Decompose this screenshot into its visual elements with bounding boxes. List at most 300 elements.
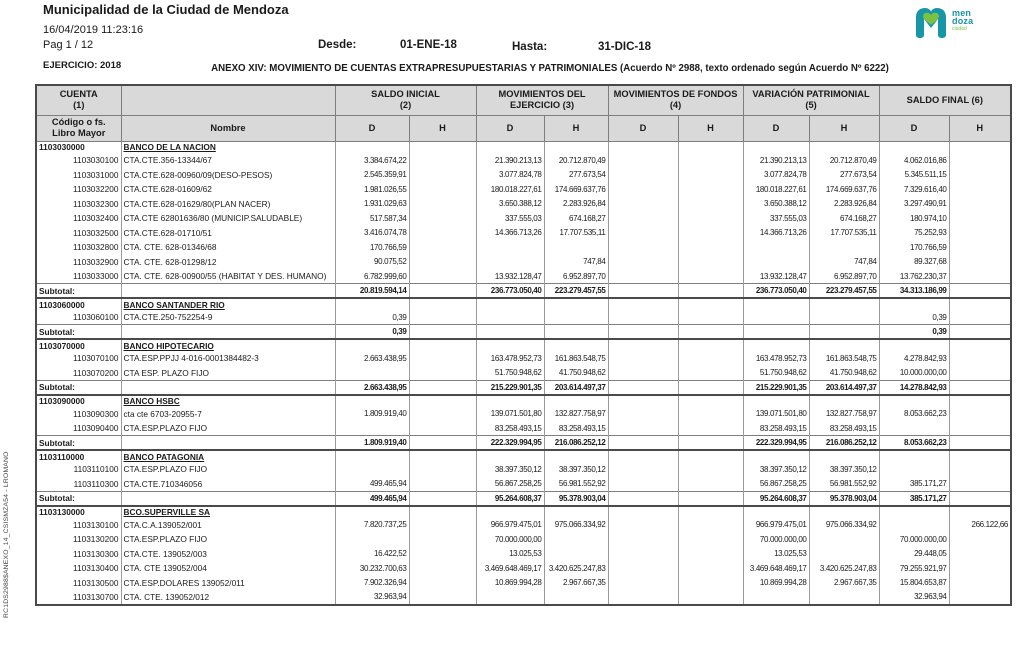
account-row bbox=[36, 351, 1011, 366]
header-sf-d: D bbox=[879, 115, 949, 141]
empty-amount-cell bbox=[743, 395, 809, 407]
logo-wordmark bbox=[952, 9, 973, 32]
empty-amount-cell bbox=[879, 395, 949, 407]
empty-amount-cell bbox=[743, 450, 809, 462]
amount-cell bbox=[949, 269, 1011, 284]
amount-cell: 41.750.948,62 bbox=[544, 366, 608, 381]
empty-amount-cell bbox=[544, 141, 608, 153]
account-name-cell: CTA.CTE 62801636/80 (MUNICIP.SALUDABLE) bbox=[121, 211, 335, 226]
amount-cell bbox=[949, 532, 1011, 547]
header-mov-ejercicio bbox=[476, 85, 608, 115]
amount-cell bbox=[608, 576, 678, 591]
account-code-cell: 1103130700 bbox=[36, 590, 121, 605]
amount-cell bbox=[949, 576, 1011, 591]
subtotal-amount-cell bbox=[678, 436, 743, 451]
amount-cell: 139.071.501,80 bbox=[476, 407, 544, 422]
account-code-cell: 1103110100 bbox=[36, 462, 121, 477]
amount-cell bbox=[879, 518, 949, 533]
amount-cell bbox=[409, 477, 476, 492]
subtotal-label-cell: Subtotal: bbox=[36, 491, 121, 506]
header-me-d: D bbox=[476, 115, 544, 141]
amount-cell bbox=[409, 240, 476, 255]
amount-cell: 3.469.648.469,17 bbox=[743, 561, 809, 576]
amount-cell: 13.025,53 bbox=[743, 547, 809, 562]
amount-cell bbox=[608, 366, 678, 381]
subtotal-amount-cell: 236.773.050,40 bbox=[476, 284, 544, 299]
empty-amount-cell bbox=[809, 450, 879, 462]
account-name-cell: CTA.ESP.PLAZO FIJO bbox=[121, 421, 335, 436]
amount-cell: 56.981.552,92 bbox=[809, 477, 879, 492]
empty-amount-cell bbox=[809, 141, 879, 153]
empty-amount-cell bbox=[879, 141, 949, 153]
amount-cell bbox=[544, 532, 608, 547]
amount-cell: 3.297.490,91 bbox=[879, 197, 949, 212]
amount-cell bbox=[678, 240, 743, 255]
amount-cell: 132.827.758,97 bbox=[809, 407, 879, 422]
subtotal-amount-cell: 95.264.608,37 bbox=[476, 491, 544, 506]
amount-cell bbox=[678, 421, 743, 436]
amount-cell: 38.397.350,12 bbox=[544, 462, 608, 477]
amount-cell: 2.283.926,84 bbox=[544, 197, 608, 212]
subtotal-amount-cell: 34.313.186,99 bbox=[879, 284, 949, 299]
empty-amount-cell bbox=[335, 395, 409, 407]
subtotal-amount-cell: 20.819.594,14 bbox=[335, 284, 409, 299]
subtotal-amount-cell: 203.614.497,37 bbox=[544, 380, 608, 395]
bank-name-cell: BANCO DE LA NACION bbox=[121, 141, 335, 153]
amount-cell bbox=[743, 590, 809, 605]
amount-cell: 2.967.667,35 bbox=[809, 576, 879, 591]
empty-amount-cell bbox=[879, 450, 949, 462]
amount-cell: 3.650.388,12 bbox=[743, 197, 809, 212]
account-row bbox=[36, 255, 1011, 270]
empty-amount-cell bbox=[544, 298, 608, 310]
amount-cell: 7.329.616,40 bbox=[879, 182, 949, 197]
empty-amount-cell bbox=[608, 339, 678, 351]
amount-cell bbox=[409, 407, 476, 422]
account-row bbox=[36, 197, 1011, 212]
amount-cell bbox=[809, 532, 879, 547]
account-row bbox=[36, 182, 1011, 197]
amount-cell bbox=[409, 255, 476, 270]
amount-cell bbox=[335, 532, 409, 547]
amount-cell: 75.252,93 bbox=[879, 226, 949, 241]
amount-cell bbox=[409, 310, 476, 325]
amount-cell bbox=[608, 421, 678, 436]
amount-cell bbox=[608, 590, 678, 605]
account-name-cell: CTA.CTE.628-01710/51 bbox=[121, 226, 335, 241]
table-body bbox=[36, 141, 1011, 605]
account-code-cell: 1103032200 bbox=[36, 182, 121, 197]
header-mf-d: D bbox=[608, 115, 678, 141]
amount-cell: 6.952.897,70 bbox=[809, 269, 879, 284]
header-mov-ejercicio-line1: MOVIMIENTOS DEL bbox=[498, 89, 586, 100]
header-saldo-inicial-line2: (2) bbox=[399, 100, 412, 111]
amount-cell: 4.062.016,86 bbox=[879, 153, 949, 168]
subtotal-amount-cell bbox=[544, 325, 608, 340]
amount-cell bbox=[608, 310, 678, 325]
subtotal-label-cell: Subtotal: bbox=[36, 284, 121, 299]
account-name-cell: CTA.ESP.DOLARES 139052/011 bbox=[121, 576, 335, 591]
amount-cell bbox=[949, 421, 1011, 436]
subtotal-amount-cell: 95.378.903,04 bbox=[544, 491, 608, 506]
amount-cell: 83.258.493,15 bbox=[809, 421, 879, 436]
amount-cell bbox=[949, 168, 1011, 183]
amount-cell: 499.465,94 bbox=[335, 477, 409, 492]
bank-name-cell: BCO.SUPERVILLE SA bbox=[121, 506, 335, 518]
empty-amount-cell bbox=[335, 141, 409, 153]
amount-cell: 674.168,27 bbox=[544, 211, 608, 226]
amount-cell: 30.232.700,63 bbox=[335, 561, 409, 576]
hasta-label: Hasta: bbox=[512, 41, 548, 53]
amount-cell: 10.869.994,28 bbox=[743, 576, 809, 591]
amount-cell bbox=[678, 351, 743, 366]
header-si-h: H bbox=[409, 115, 476, 141]
subtotal-amount-cell bbox=[678, 325, 743, 340]
amount-cell bbox=[608, 197, 678, 212]
empty-amount-cell bbox=[809, 298, 879, 310]
account-row bbox=[36, 421, 1011, 436]
amount-cell: 56.867.258,25 bbox=[743, 477, 809, 492]
account-row bbox=[36, 366, 1011, 381]
amount-cell: 83.258.493,15 bbox=[743, 421, 809, 436]
amount-cell bbox=[409, 547, 476, 562]
amount-cell bbox=[476, 240, 544, 255]
bank-header-row bbox=[36, 339, 1011, 351]
subtotal-amount-cell: 14.278.842,93 bbox=[879, 380, 949, 395]
empty-amount-cell bbox=[949, 339, 1011, 351]
empty-amount-cell bbox=[335, 450, 409, 462]
account-code-cell: 1103032800 bbox=[36, 240, 121, 255]
subtotal-amount-cell bbox=[949, 436, 1011, 451]
amount-cell bbox=[678, 255, 743, 270]
account-row bbox=[36, 153, 1011, 168]
amount-cell bbox=[809, 547, 879, 562]
amount-cell: 13.932.128,47 bbox=[743, 269, 809, 284]
desde-label: Desde: bbox=[318, 39, 357, 51]
amount-cell: 16.422,52 bbox=[335, 547, 409, 562]
mendoza-logo bbox=[912, 4, 973, 46]
subtotal-amount-cell bbox=[608, 380, 678, 395]
bank-code-cell: 1103030000 bbox=[36, 141, 121, 153]
amount-cell: 966.979.475,01 bbox=[743, 518, 809, 533]
amount-cell: 2.283.926,84 bbox=[809, 197, 879, 212]
account-name-cell: CTA.CTE. 139052/003 bbox=[121, 547, 335, 562]
table-header-row-columns bbox=[36, 115, 1011, 141]
amount-cell bbox=[608, 532, 678, 547]
amount-cell: 90.075,52 bbox=[335, 255, 409, 270]
amount-cell bbox=[608, 226, 678, 241]
subtotal-row bbox=[36, 380, 1011, 395]
amount-cell bbox=[678, 576, 743, 591]
amount-cell bbox=[678, 477, 743, 492]
account-row bbox=[36, 168, 1011, 183]
amount-cell bbox=[949, 462, 1011, 477]
amount-cell: 41.750.948,62 bbox=[809, 366, 879, 381]
account-row bbox=[36, 561, 1011, 576]
amount-cell: 6.952.897,70 bbox=[544, 269, 608, 284]
subtotal-amount-cell: 2.663.438,95 bbox=[335, 380, 409, 395]
amount-cell bbox=[949, 197, 1011, 212]
amount-cell bbox=[678, 532, 743, 547]
logo-text-men: men bbox=[952, 8, 972, 18]
account-row bbox=[36, 407, 1011, 422]
amount-cell bbox=[879, 421, 949, 436]
amount-cell bbox=[678, 269, 743, 284]
amount-cell: 10.869.994,28 bbox=[476, 576, 544, 591]
amount-cell bbox=[949, 407, 1011, 422]
header-empty bbox=[121, 85, 335, 115]
amount-cell: 2.663.438,95 bbox=[335, 351, 409, 366]
header-var-patrimonial bbox=[743, 85, 879, 115]
amount-cell: 1.981.026,55 bbox=[335, 182, 409, 197]
subtotal-amount-cell: 222.329.994,95 bbox=[476, 436, 544, 451]
header-vp-h: H bbox=[809, 115, 879, 141]
amount-cell bbox=[608, 269, 678, 284]
account-name-cell: CTA.CTE.628-00960/09(DESO-PESOS) bbox=[121, 168, 335, 183]
subtotal-amount-cell: 0,39 bbox=[879, 325, 949, 340]
account-code-cell: 1103110300 bbox=[36, 477, 121, 492]
amount-cell: 17.707.535,11 bbox=[544, 226, 608, 241]
amount-cell bbox=[678, 168, 743, 183]
amount-cell bbox=[949, 182, 1011, 197]
amount-cell bbox=[678, 310, 743, 325]
empty-amount-cell bbox=[949, 141, 1011, 153]
header-codigo bbox=[36, 115, 121, 141]
empty-amount-cell bbox=[409, 298, 476, 310]
amount-cell bbox=[409, 197, 476, 212]
amount-cell: 20.712.870,49 bbox=[544, 153, 608, 168]
account-code-cell: 1103090300 bbox=[36, 407, 121, 422]
amount-cell bbox=[608, 477, 678, 492]
amount-cell: 29.448,05 bbox=[879, 547, 949, 562]
empty-amount-cell bbox=[678, 395, 743, 407]
empty-amount-cell bbox=[608, 450, 678, 462]
subtotal-amount-cell: 8.053.662,23 bbox=[879, 436, 949, 451]
amount-cell bbox=[608, 407, 678, 422]
account-code-cell: 1103130100 bbox=[36, 518, 121, 533]
amount-cell: 38.397.350,12 bbox=[809, 462, 879, 477]
subtotal-label-cell: Subtotal: bbox=[36, 325, 121, 340]
amount-cell bbox=[608, 351, 678, 366]
account-name-cell: CTA.ESP.PLAZO FIJO bbox=[121, 462, 335, 477]
amount-cell: 38.397.350,12 bbox=[743, 462, 809, 477]
subtotal-amount-cell: 1.809.919,40 bbox=[335, 436, 409, 451]
amount-cell: 180.974,10 bbox=[879, 211, 949, 226]
amount-cell: 0,39 bbox=[335, 310, 409, 325]
amount-cell: 89.327,68 bbox=[879, 255, 949, 270]
bank-header-row bbox=[36, 395, 1011, 407]
subtotal-name-cell bbox=[121, 436, 335, 451]
account-code-cell: 1103032400 bbox=[36, 211, 121, 226]
amount-cell: 747,84 bbox=[809, 255, 879, 270]
account-name-cell: CTA.C.A.139052/001 bbox=[121, 518, 335, 533]
account-name-cell: CTA. CTE. 628-01346/68 bbox=[121, 240, 335, 255]
amount-cell bbox=[949, 351, 1011, 366]
subtotal-amount-cell: 216.086.252,12 bbox=[809, 436, 879, 451]
amount-cell: 1.809.919,40 bbox=[335, 407, 409, 422]
account-name-cell: CTA.ESP.PLAZO FIJO bbox=[121, 532, 335, 547]
amount-cell bbox=[678, 366, 743, 381]
account-code-cell: 1103130300 bbox=[36, 547, 121, 562]
bank-header-row bbox=[36, 506, 1011, 518]
amount-cell: 79.255.921,97 bbox=[879, 561, 949, 576]
amount-cell bbox=[809, 310, 879, 325]
amount-cell: 747,84 bbox=[544, 255, 608, 270]
amount-cell: 13.762.230,37 bbox=[879, 269, 949, 284]
subtotal-amount-cell bbox=[678, 284, 743, 299]
amount-cell: 277.673,54 bbox=[544, 168, 608, 183]
account-row bbox=[36, 310, 1011, 325]
amount-cell: 17.707.535,11 bbox=[809, 226, 879, 241]
amount-cell bbox=[678, 197, 743, 212]
amount-cell bbox=[608, 547, 678, 562]
empty-amount-cell bbox=[476, 506, 544, 518]
subtotal-amount-cell: 203.614.497,37 bbox=[809, 380, 879, 395]
account-name-cell: CTA. CTE. 139052/012 bbox=[121, 590, 335, 605]
account-name-cell: CTA. CTE. 628-01298/12 bbox=[121, 255, 335, 270]
bank-code-cell: 1103130000 bbox=[36, 506, 121, 518]
account-row bbox=[36, 226, 1011, 241]
subtotal-amount-cell bbox=[476, 325, 544, 340]
amount-cell: 180.018.227,61 bbox=[476, 182, 544, 197]
account-name-cell: cta cte 6703-20955-7 bbox=[121, 407, 335, 422]
amount-cell bbox=[544, 590, 608, 605]
empty-amount-cell bbox=[476, 141, 544, 153]
amount-cell: 21.390.213,13 bbox=[743, 153, 809, 168]
print-datetime: 16/04/2019 11:23:16 bbox=[43, 24, 144, 36]
subtotal-amount-cell bbox=[409, 491, 476, 506]
header-saldo-inicial-line1: SALDO INICIAL bbox=[371, 89, 440, 100]
header-mov-fondos-line2: (4) bbox=[669, 100, 682, 111]
subtotal-amount-cell: 95.378.903,04 bbox=[809, 491, 879, 506]
header-sf-h: H bbox=[949, 115, 1011, 141]
subtotal-row bbox=[36, 436, 1011, 451]
amount-cell bbox=[678, 561, 743, 576]
amount-cell: 180.018.227,61 bbox=[743, 182, 809, 197]
amount-cell: 8.053.662,23 bbox=[879, 407, 949, 422]
amount-cell: 3.384.674,22 bbox=[335, 153, 409, 168]
amount-cell: 132.827.758,97 bbox=[544, 407, 608, 422]
amount-cell bbox=[409, 590, 476, 605]
amount-cell bbox=[544, 310, 608, 325]
amount-cell bbox=[335, 421, 409, 436]
amount-cell: 966.979.475,01 bbox=[476, 518, 544, 533]
page-number: Pag 1 / 12 bbox=[43, 39, 94, 51]
header-mov-fondos-line1: MOVIMIENTOS DE FONDOS bbox=[613, 89, 738, 100]
empty-amount-cell bbox=[544, 339, 608, 351]
subtotal-name-cell bbox=[121, 380, 335, 395]
empty-amount-cell bbox=[544, 450, 608, 462]
account-code-cell: 1103031000 bbox=[36, 168, 121, 183]
amount-cell bbox=[949, 366, 1011, 381]
amount-cell: 13.025,53 bbox=[476, 547, 544, 562]
subtotal-amount-cell bbox=[409, 436, 476, 451]
header-var-patrimonial-line2: (5) bbox=[805, 100, 817, 111]
amount-cell bbox=[409, 518, 476, 533]
account-name-cell: CTA.CTE.628-01629/80(PLAN NACER) bbox=[121, 197, 335, 212]
amount-cell bbox=[949, 590, 1011, 605]
empty-amount-cell bbox=[809, 395, 879, 407]
amount-cell bbox=[809, 240, 879, 255]
amount-cell bbox=[678, 518, 743, 533]
org-title: Municipalidad de la Ciudad de Mendoza bbox=[43, 2, 289, 17]
bank-header-row bbox=[36, 141, 1011, 153]
header-cuenta-line1: CUENTA bbox=[59, 89, 98, 100]
amount-cell: 139.071.501,80 bbox=[743, 407, 809, 422]
subtotal-amount-cell: 499.465,94 bbox=[335, 491, 409, 506]
amount-cell bbox=[678, 182, 743, 197]
empty-amount-cell bbox=[608, 506, 678, 518]
sidebar-watermark: RC1DS2988$ANEXO_14_CSISMZA54 - LROMANO bbox=[3, 451, 10, 618]
amount-cell bbox=[678, 547, 743, 562]
amount-cell: 337.555,03 bbox=[476, 211, 544, 226]
amount-cell: 3.420.625.247,83 bbox=[544, 561, 608, 576]
empty-amount-cell bbox=[879, 339, 949, 351]
subtotal-amount-cell bbox=[409, 284, 476, 299]
amount-cell: 170.766,59 bbox=[335, 240, 409, 255]
logo-text-ciudad: ciudad bbox=[952, 26, 967, 32]
amount-cell bbox=[608, 182, 678, 197]
account-name-cell: CTA.CTE.710346056 bbox=[121, 477, 335, 492]
empty-amount-cell bbox=[608, 141, 678, 153]
amount-cell bbox=[949, 153, 1011, 168]
amount-cell: 266.122,66 bbox=[949, 518, 1011, 533]
amount-cell bbox=[743, 310, 809, 325]
account-row bbox=[36, 590, 1011, 605]
empty-amount-cell bbox=[809, 506, 879, 518]
header-saldo-final bbox=[879, 85, 1011, 115]
amount-cell: 975.066.334,92 bbox=[809, 518, 879, 533]
amount-cell: 1.931.029,63 bbox=[335, 197, 409, 212]
subtotal-amount-cell bbox=[409, 325, 476, 340]
amount-cell bbox=[949, 240, 1011, 255]
account-code-cell: 1103130500 bbox=[36, 576, 121, 591]
empty-amount-cell bbox=[476, 339, 544, 351]
account-row bbox=[36, 240, 1011, 255]
subtotal-row bbox=[36, 284, 1011, 299]
empty-amount-cell bbox=[544, 395, 608, 407]
account-code-cell: 1103033000 bbox=[36, 269, 121, 284]
account-code-cell: 1103032300 bbox=[36, 197, 121, 212]
amount-cell bbox=[608, 168, 678, 183]
amount-cell bbox=[335, 462, 409, 477]
subtotal-amount-cell bbox=[949, 491, 1011, 506]
account-name-cell: CTA.CTE.356-13344/67 bbox=[121, 153, 335, 168]
header-mov-fondos bbox=[608, 85, 743, 115]
subtotal-amount-cell: 223.279.457,55 bbox=[809, 284, 879, 299]
amount-cell: 7.820.737,25 bbox=[335, 518, 409, 533]
amount-cell bbox=[476, 310, 544, 325]
empty-amount-cell bbox=[678, 506, 743, 518]
amount-cell bbox=[949, 255, 1011, 270]
amount-cell: 163.478.952,73 bbox=[743, 351, 809, 366]
amount-cell: 3.077.824,78 bbox=[743, 168, 809, 183]
subtotal-row bbox=[36, 491, 1011, 506]
report-title: ANEXO XIV: MOVIMIENTO DE CUENTAS EXTRAPRESUPUESTARIAS Y PATRIMONIALES (Acuerdo Nº 2988, texto ordenado según Acuerdo Nº 6222) bbox=[211, 63, 889, 74]
empty-amount-cell bbox=[879, 298, 949, 310]
amount-cell bbox=[409, 182, 476, 197]
header-mf-h: H bbox=[678, 115, 743, 141]
amount-cell: 3.420.625.247,83 bbox=[809, 561, 879, 576]
amount-cell: 3.469.648.469,17 bbox=[476, 561, 544, 576]
amount-cell bbox=[409, 153, 476, 168]
bank-code-cell: 1103070000 bbox=[36, 339, 121, 351]
amount-cell bbox=[409, 366, 476, 381]
amount-cell bbox=[743, 255, 809, 270]
subtotal-amount-cell bbox=[743, 325, 809, 340]
subtotal-amount-cell: 0,39 bbox=[335, 325, 409, 340]
amount-cell bbox=[608, 561, 678, 576]
